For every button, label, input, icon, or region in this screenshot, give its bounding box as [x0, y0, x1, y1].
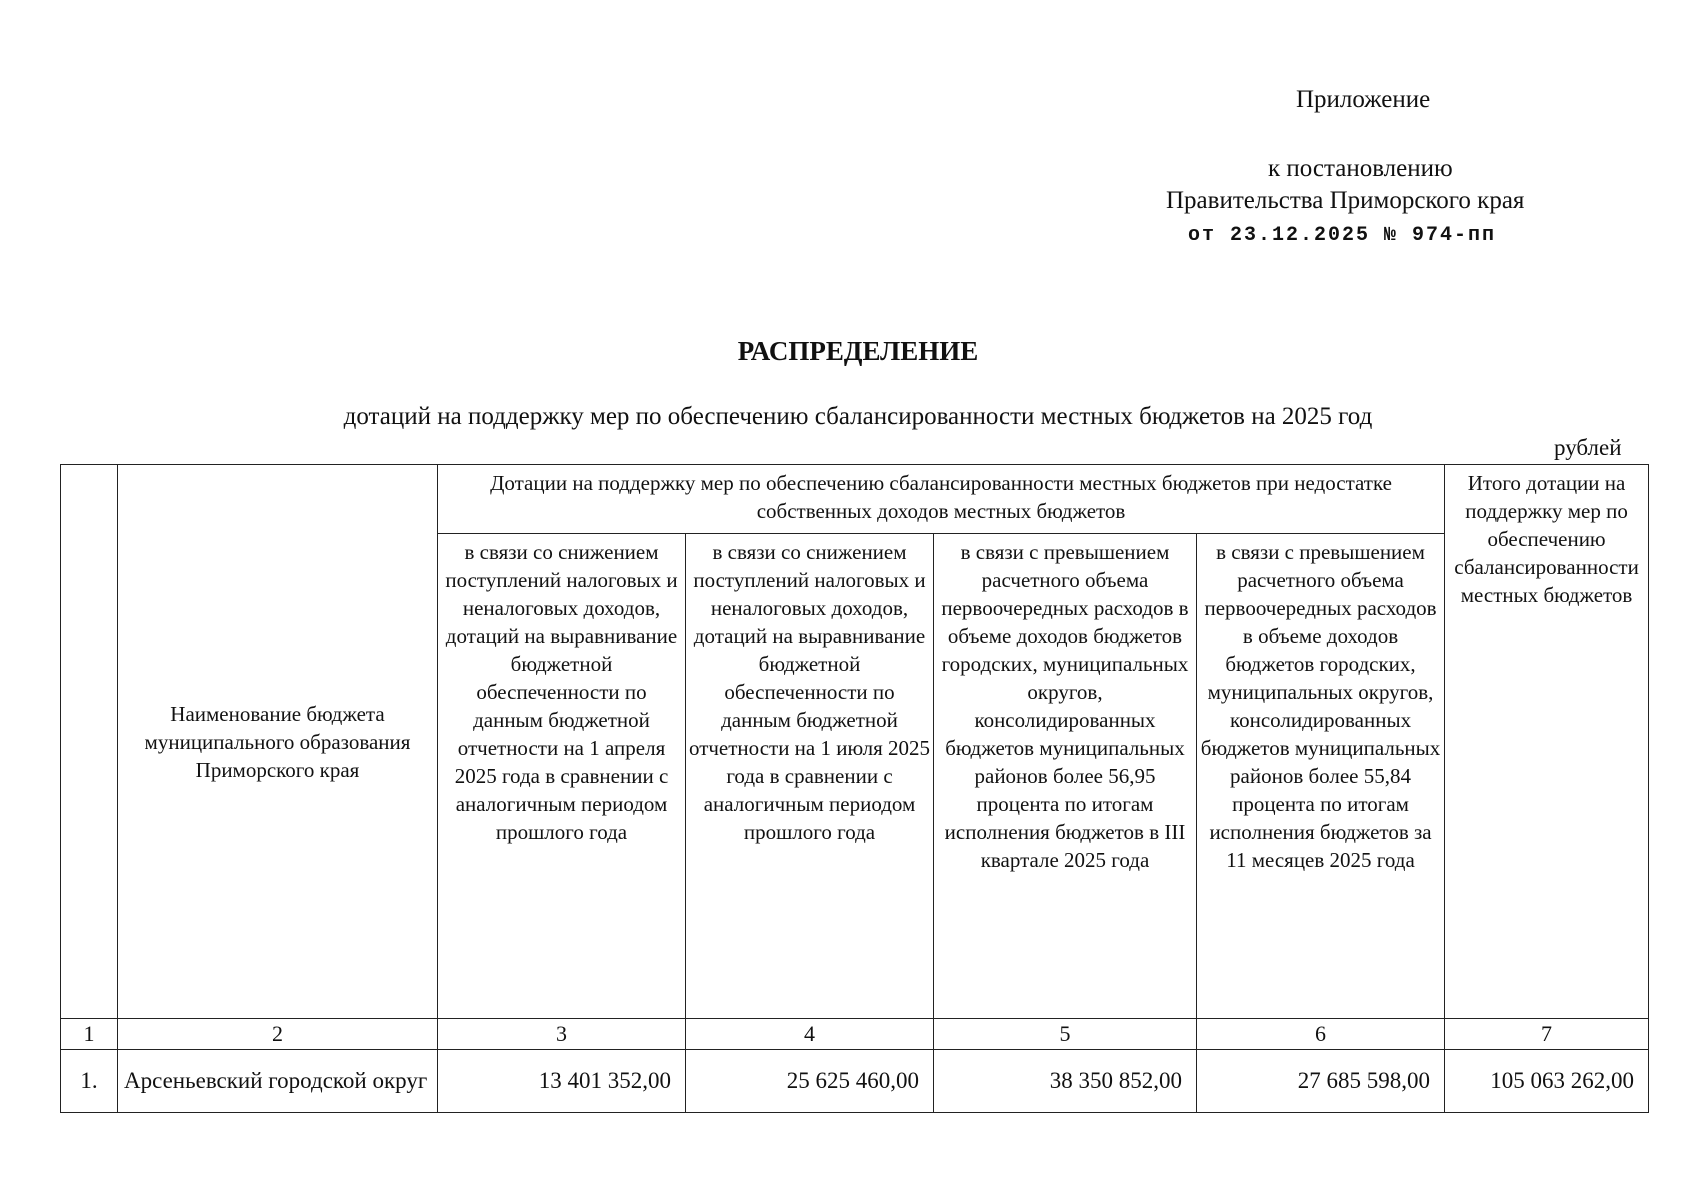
appendix-label: Приложение — [1296, 86, 1431, 113]
column-number: 7 — [1445, 1019, 1649, 1050]
header-col-2: Наименование бюджета муниципального образования Приморского края — [118, 465, 438, 1019]
header-col-6: в связи с превышением расчетного объема первоочередных расходов в объеме доходов бюджетов городских, муниципальных округов, консолидированных бюджетов муниципальных районов более 55,84 процента по итогам исполнения бюджетов за 11 месяцев 2025 года — [1197, 534, 1445, 1019]
column-number: 1 — [61, 1019, 118, 1050]
header-col-1 — [61, 465, 118, 1019]
decree-line-1: к постановлению — [1268, 155, 1453, 182]
decree-line-2: Правительства Приморского края — [1166, 187, 1525, 214]
units-label: рублей — [1554, 435, 1622, 460]
header-col-3: в связи со снижением поступлений налоговых и неналоговых доходов, дотаций на выравнивание бюджетной обеспеченности по данным бюджетной отчетности на 1 апреля 2025 года в сравнении с аналогичным периодом прошлого года — [438, 534, 686, 1019]
document-title: РАСПРЕДЕЛЕНИЕ — [737, 336, 979, 366]
row-value-col-4: 25 625 460,00 — [686, 1050, 934, 1113]
column-number: 6 — [1197, 1019, 1445, 1050]
column-number: 3 — [438, 1019, 686, 1050]
column-number-row — [61, 1019, 1649, 1050]
column-number: 5 — [934, 1019, 1197, 1050]
row-number: 1. — [61, 1050, 118, 1113]
row-name: Арсеньевский городской округ — [118, 1050, 438, 1113]
header-col-5: в связи с превышением расчетного объема первоочередных расходов в объеме доходов бюджетов городских, муниципальных округов, консолидированных бюджетов муниципальных районов более 56,95 процента по итогам исполнения бюджетов в III квартале 2025 года — [934, 534, 1197, 1019]
header-col-4: в связи со снижением поступлений налоговых и неналоговых доходов, дотаций на выравнивание бюджетной обеспеченности по данным бюджетной отчетности на 1 июля 2025 года в сравнении с аналогичным периодом прошлого года — [686, 534, 934, 1019]
row-value-col-5: 38 350 852,00 — [934, 1050, 1197, 1113]
document-subtitle: дотаций на поддержку мер по обеспечению сбалансированности местных бюджетов на 2025 год — [343, 403, 1373, 430]
table-row — [61, 1050, 1649, 1113]
column-number: 2 — [118, 1019, 438, 1050]
row-value-col-6: 27 685 598,00 — [1197, 1050, 1445, 1113]
row-total: 105 063 262,00 — [1445, 1050, 1649, 1113]
distribution-table — [60, 464, 1649, 1113]
row-value-col-3: 13 401 352,00 — [438, 1050, 686, 1113]
header-row-group — [61, 465, 1649, 534]
header-group: Дотации на поддержку мер по обеспечению сбалансированности местных бюджетов при недостатке собственных доходов местных бюджетов — [438, 465, 1445, 534]
decree-date-number: от 23.12.2025 № 974-пп — [1188, 224, 1497, 247]
header-col-7: Итого дотации на поддержку мер по обеспечению сбалансированности местных бюджетов — [1445, 465, 1649, 1019]
column-number: 4 — [686, 1019, 934, 1050]
